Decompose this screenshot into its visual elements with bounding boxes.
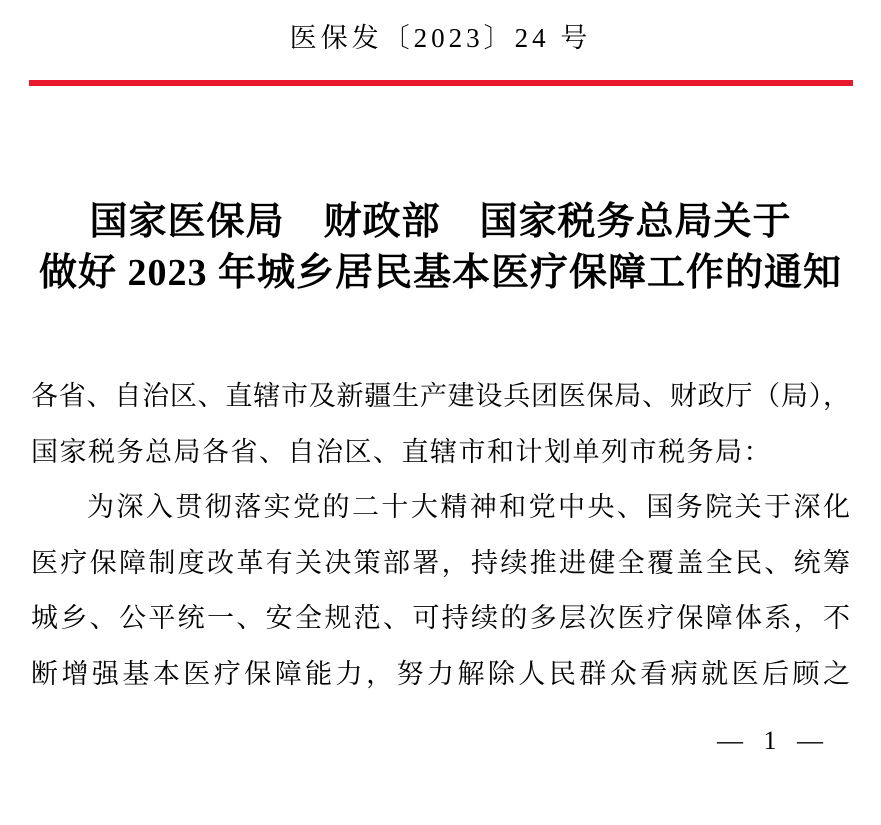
page-number: — 1 — [717,726,823,755]
document-number: 医保发〔2023〕24 号 [289,23,592,53]
document-title-line-1: 国家医保局 财政部 国家税务总局关于 [89,201,792,243]
body-line-salutation-2: 国家税务总局各省、自治区、直辖市和计划单列市税务局： [31,436,772,467]
document-title [0,197,881,299]
body-line-paragraph-1: 为深入贯彻落实党的二十大精神和党中央、国务院关于深化 [87,492,850,522]
document-title-line-2: 做好 2023 年城乡居民基本医疗保障工作的通知 [38,252,842,294]
red-divider-line [29,80,853,86]
document-body [31,369,850,702]
body-line-paragraph-3: 城乡、公平统一、安全规范、可持续的多层次医疗保障体系，不 [31,603,850,633]
body-line-paragraph-2: 医疗保障制度改革有关决策部署，持续推进健全覆盖全民、统筹 [31,547,850,578]
body-line-salutation-1: 各省、自治区、直辖市及新疆生产建设兵团医保局、财政厅（局）， [31,381,850,411]
body-line-paragraph-4: 断增强基本医疗保障能力，努力解除人民群众看病就医后顾之 [31,658,850,689]
